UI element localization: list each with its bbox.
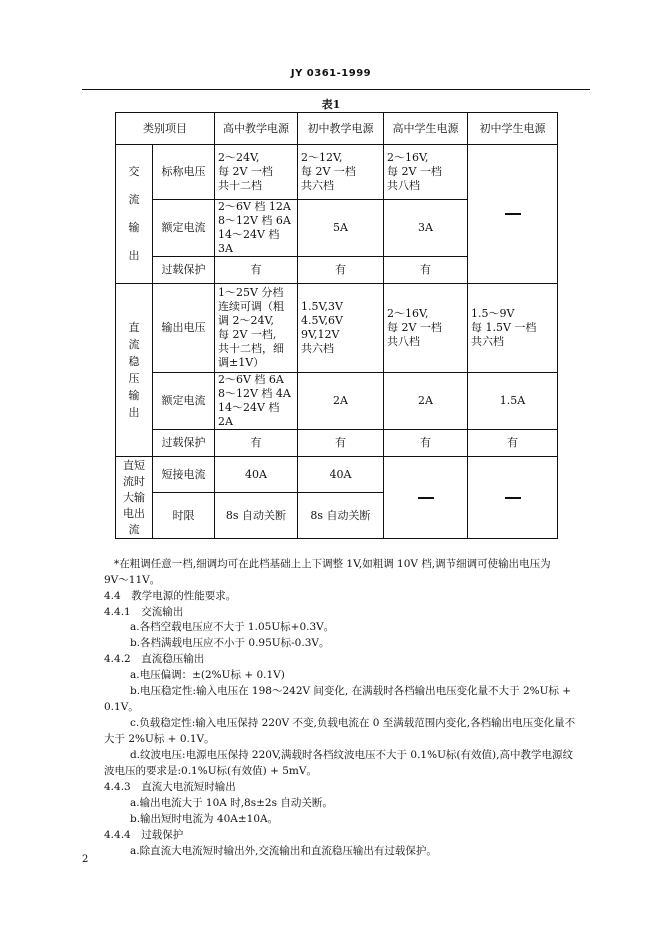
cell-value: 1～25V 分档 连续可调（粗 调 2～24V, 每 2V 一档, 共十二档，细 调±1V） xyxy=(215,284,298,373)
item-output-voltage: 输出电压 xyxy=(153,284,215,373)
em-dash-mark xyxy=(505,213,521,215)
cell-value: 1.5A xyxy=(468,373,558,430)
cell-value: 8s 自动关断 xyxy=(298,493,384,539)
cell-value: 3A xyxy=(384,200,468,257)
spec-table xyxy=(115,112,558,539)
cell-value: 2A xyxy=(384,373,468,430)
cell-value: 2～12V, 每 2V 一档 共六档 xyxy=(298,145,384,200)
item-rated-current: 额定电流 xyxy=(153,200,215,257)
cell-ac-ms-stu xyxy=(468,145,558,284)
cell-short-hs-stu xyxy=(384,457,468,539)
group-short-time: 直短 流时 大输 电出 流 xyxy=(116,457,153,539)
cell-value: 8s 自动关断 xyxy=(215,493,298,539)
cell-value: 40A xyxy=(298,457,384,493)
item-4-4-2-a: a.电压偏调：±(2%U标 + 0.1V) xyxy=(130,669,285,681)
cell-value: 有 xyxy=(384,257,468,284)
cell-short-ms-stu xyxy=(468,457,558,539)
item-4-4-2-c-line-1: c.负载稳定性:输入电压保持 220V 不变,负载电流在 0 至满载范围内变化,各档输出电压变化量不 xyxy=(130,717,576,729)
item-4-4-2-d-line-1: d.纹波电压:电源电压保持 220V,满载时各档纹波电压不大于 0.1%U标(有效值),高中教学电源纹 xyxy=(130,749,573,761)
cell-value: 2～16V, 每 2V 一档 共八档 xyxy=(384,284,468,373)
item-overload: 过载保护 xyxy=(153,257,215,284)
em-dash-mark xyxy=(505,497,521,499)
item-4-4-3-b: b.输出短时电流为 40A±10A。 xyxy=(130,813,279,825)
item-rated-current: 额定电流 xyxy=(153,373,215,430)
cell-value: 2A xyxy=(298,373,384,430)
col-header-ms-stu: 初中学生电源 xyxy=(468,113,558,145)
table-row xyxy=(116,373,558,430)
cell-value: 5A xyxy=(298,200,384,257)
cell-value: 有 xyxy=(298,430,384,457)
cell-value: 有 xyxy=(215,257,298,284)
cell-value: 2～16V, 每 2V 一档 共八档 xyxy=(384,145,468,200)
item-4-4-2-b-line-1: b.电压稳定性:输入电压在 198～242V 间变化, 在满载时各档输出电压变化量不大于 2%U标 + xyxy=(130,685,572,697)
cell-value: 有 xyxy=(468,430,558,457)
item-4-4-4-a: a.除直流大电流短时输出外,交流输出和直流稳压输出有过载保护。 xyxy=(130,845,437,857)
item-overload: 过载保护 xyxy=(153,430,215,457)
col-header-hs-stu: 高中学生电源 xyxy=(384,113,468,145)
group-ac: 交 流 输 出 xyxy=(116,145,153,284)
footnote-line-1: *在粗调任意一档,细调均可在此档基础上上下调整 1V,如粗调 10V 档,调节细调可使输出电压为 xyxy=(114,558,551,570)
cell-value: 1.5V,3V 4.5V,6V 9V,12V 共六档 xyxy=(298,284,384,373)
item-short-current: 短接电流 xyxy=(153,457,215,493)
section-4-4-3: 4.4.3 直流大电流短时输出 xyxy=(104,781,236,793)
item-4-4-2-c-line-2: 大于 2%U标 + 0.1V。 xyxy=(104,733,215,745)
table-caption: 表1 xyxy=(321,98,341,111)
col-header-hs-teach: 高中教学电源 xyxy=(215,113,298,145)
cell-value: 有 xyxy=(215,430,298,457)
section-4-4-4: 4.4.4 过载保护 xyxy=(104,829,184,841)
group-dc: 直 流 稳 压 输 出 xyxy=(116,284,153,457)
page-number: 2 xyxy=(82,854,89,865)
cell-value: 有 xyxy=(384,430,468,457)
table-row xyxy=(116,145,558,200)
table-row xyxy=(116,457,558,493)
col-header-category: 类别项目 xyxy=(116,113,215,145)
item-4-4-1-a: a.各档空载电压应不大于 1.05U标+0.3V。 xyxy=(130,621,335,633)
item-4-4-2-b-line-2: 0.1V。 xyxy=(104,701,139,713)
section-4-4-2: 4.4.2 直流稳压输出 xyxy=(104,653,205,665)
standard-code-header: JY 0361-1999 xyxy=(290,68,372,79)
footnote-line-2: 9V～11V。 xyxy=(104,574,161,586)
col-header-ms-teach: 初中教学电源 xyxy=(298,113,384,145)
cell-value: 2～24V, 每 2V 一档 共十二档 xyxy=(215,145,298,200)
header-rule xyxy=(82,89,590,90)
table-header-row xyxy=(116,113,558,145)
section-4-4-1: 4.4.1 交流输出 xyxy=(104,606,184,618)
table-row xyxy=(116,284,558,373)
cell-value: 1.5～9V 每 1.5V 一档 共六档 xyxy=(468,284,558,373)
item-time-limit: 时限 xyxy=(153,493,215,539)
cell-value: 有 xyxy=(298,257,384,284)
item-4-4-3-a: a.输出电流大于 10A 时,8s±2s 自动关断。 xyxy=(130,797,333,809)
em-dash-mark xyxy=(418,497,434,499)
cell-value: 40A xyxy=(215,457,298,493)
table-row xyxy=(116,430,558,457)
item-nominal-voltage: 标称电压 xyxy=(153,145,215,200)
cell-value: 2～6V 档 6A 8～12V 档 4A 14～24V 档 2A xyxy=(215,373,298,430)
item-4-4-1-b: b.各档满载电压应不小于 0.95U标-0.3V。 xyxy=(130,637,330,649)
section-4-4: 4.4 教学电源的性能要求。 xyxy=(104,590,237,602)
cell-value: 2～6V 档 12A 8～12V 档 6A 14～24V 档 3A xyxy=(215,200,298,257)
item-4-4-2-d-line-2: 波电压的要求是:0.1%U标(有效值) + 5mV。 xyxy=(104,765,317,777)
